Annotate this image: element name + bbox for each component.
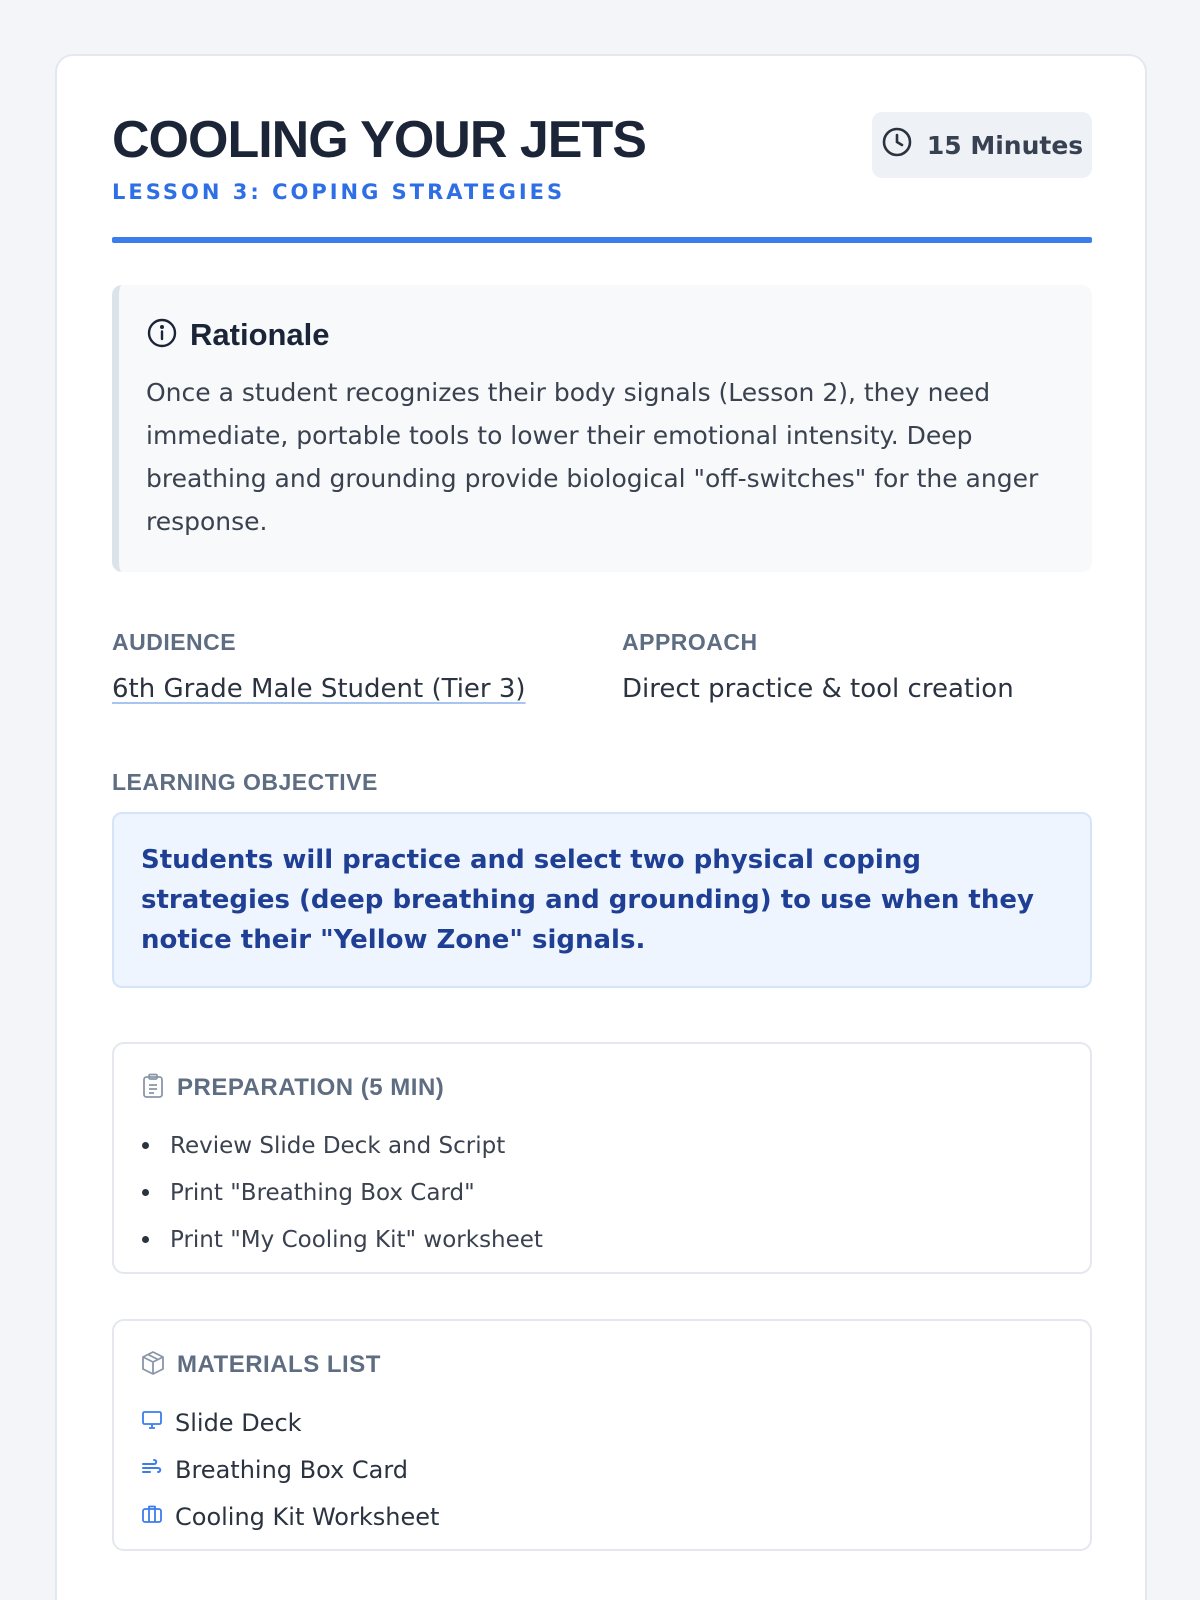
preparation-section [112, 1042, 1092, 1274]
objective-text: Students will practice and select two physical coping strategies (deep breathing and grounding) to use when they notice their "Yellow Zone" signals. [141, 845, 1034, 955]
material-item [141, 1493, 1063, 1540]
objective-box [112, 812, 1092, 988]
list-item [141, 1169, 1063, 1216]
bullet-dot [142, 1189, 149, 1196]
bullet-dot [142, 1236, 149, 1243]
info-icon [146, 317, 178, 353]
monitor-icon [141, 1409, 175, 1437]
bullet-dot [142, 1142, 149, 1149]
rationale-panel [112, 285, 1092, 572]
title-divider [112, 237, 1092, 243]
approach-value: Direct practice & tool creation [622, 674, 1014, 704]
materials-list [141, 1399, 1063, 1540]
wind-icon [141, 1456, 175, 1484]
preparation-header [141, 1070, 1063, 1106]
material-item [141, 1399, 1063, 1446]
material-label: Slide Deck [175, 1408, 302, 1437]
preparation-list [141, 1122, 1063, 1263]
box-icon [141, 1350, 165, 1380]
toolkit-icon [141, 1503, 175, 1531]
rationale-header [146, 315, 1058, 355]
objective-label: LEARNING OBJECTIVE [112, 769, 378, 795]
list-item-label: Review Slide Deck and Script [170, 1132, 506, 1159]
rationale-text: Once a student recognizes their body signals (Lesson 2), they need immediate, portable tools to lower their emotional intensity. Deep breathing and grounding provide biological "off-switches" for the anger response. [146, 378, 1039, 536]
rationale-heading: Rationale [190, 317, 330, 352]
list-item-label: Print "Breathing Box Card" [170, 1179, 475, 1206]
list-item [141, 1122, 1063, 1169]
materials-header [141, 1347, 1063, 1383]
audience-label: AUDIENCE [112, 629, 237, 655]
materials-heading: MATERIALS LIST [177, 1351, 381, 1378]
material-item [141, 1446, 1063, 1493]
lesson-title: COOLING YOUR JETS [112, 111, 646, 169]
preparation-heading: PREPARATION (5 MIN) [177, 1074, 445, 1101]
lesson-card [55, 54, 1147, 1600]
duration-label: 15 Minutes [926, 130, 1084, 160]
approach-label: APPROACH [622, 629, 758, 655]
materials-section [112, 1319, 1092, 1551]
material-label: Breathing Box Card [175, 1455, 409, 1484]
lesson-subtitle: LESSON 3: COPING STRATEGIES [112, 180, 566, 204]
duration-badge [872, 112, 1092, 178]
list-item-label: Print "My Cooling Kit" worksheet [170, 1226, 543, 1253]
material-label: Cooling Kit Worksheet [175, 1502, 440, 1531]
audience-value[interactable]: 6th Grade Male Student (Tier 3) [112, 674, 526, 704]
clock-icon [881, 126, 913, 164]
list-item [141, 1216, 1063, 1263]
clipboard-icon [141, 1073, 165, 1103]
